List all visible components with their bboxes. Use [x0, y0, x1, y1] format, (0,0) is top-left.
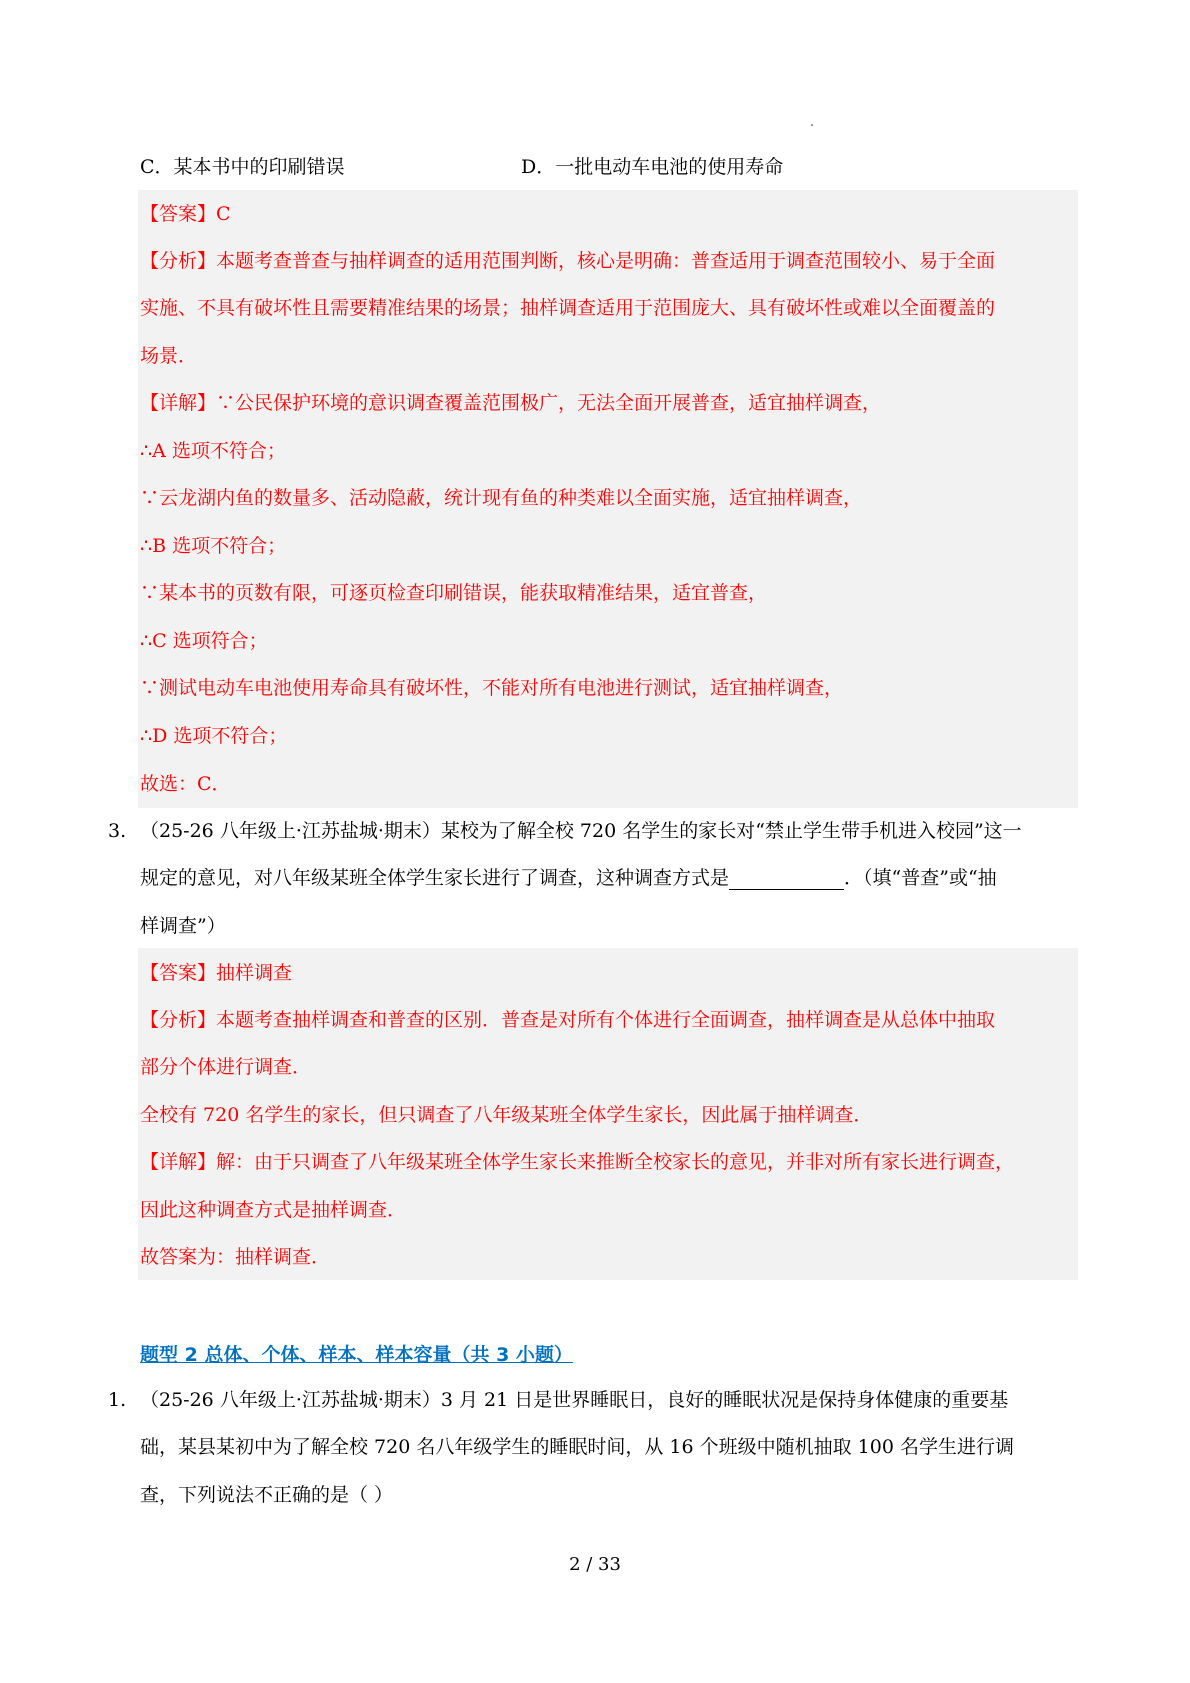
detail-line: ∴D 选项不符合；: [140, 725, 288, 747]
detail-line: 因此这种调查方式是抽样调查．: [140, 1199, 407, 1221]
question-text: 样调查”）: [140, 915, 226, 937]
answer-blank: [729, 871, 844, 890]
detail-line: ∵测试电动车电池使用寿命具有破坏性，不能对所有电池进行测试，适宜抽样调查，: [140, 677, 844, 699]
analysis-line: 场景．: [140, 345, 198, 367]
option-c: C．某本书中的印刷错误: [140, 156, 345, 178]
conclusion-line: 故选：C．: [140, 773, 231, 795]
detail-line: 【详解】解：由于只调查了八年级某班全体学生家长来推断全校家长的意见，并非对所有家长进行调查，: [140, 1151, 1015, 1173]
detail-line: ∵云龙湖内鱼的数量多、活动隐蔽，统计现有鱼的种类难以全面实施，适宜抽样调查，: [140, 487, 863, 509]
question-number: 3.: [108, 820, 127, 842]
question-number: 1.: [108, 1389, 127, 1411]
question-text-part: 规定的意见，对八年级某班全体学生家长进行了调查，这种调查方式是: [140, 867, 730, 889]
detail-line: ∴A 选项不符合；: [140, 440, 286, 462]
detail-line: ∴B 选项不符合；: [140, 535, 287, 557]
question-text: （25-26 八年级上·江苏盐城·期末）某校为了解全校 720 名学生的家长对“禁止学生带手机进入校园”这一: [140, 820, 1022, 842]
question-text: （25-26 八年级上·江苏盐城·期末）3 月 21 日是世界睡眠日，良好的睡眠状况是保持身体健康的重要基: [140, 1389, 1009, 1411]
conclusion-line: 故答案为：抽样调查．: [140, 1246, 331, 1268]
question-text-part: ．（填“普查”或“抽: [844, 867, 997, 889]
analysis-line: 【分析】本题考查普查与抽样调查的适用范围判断，核心是明确：普查适用于调查范围较小、易于全面: [140, 250, 996, 272]
question-text: 础，某县某初中为了解全校 720 名八年级学生的睡眠时间，从 16 个班级中随机抽取 100 名学生进行调: [140, 1436, 1014, 1458]
analysis-line: 全校有 720 名学生的家长，但只调查了八年级某班全体学生家长，因此属于抽样调查．: [140, 1104, 873, 1126]
page-number: 2 / 33: [569, 1554, 621, 1575]
option-d: D．一批电动车电池的使用寿命: [521, 156, 784, 178]
analysis-line: 【分析】本题考查抽样调查和普查的区别．普查是对所有个体进行全面调查，抽样调查是从总体中抽取: [140, 1009, 996, 1031]
analysis-line: 部分个体进行调查．: [140, 1056, 312, 1078]
answer-line: 【答案】C: [140, 203, 231, 225]
detail-line: ∴C 选项符合；: [140, 630, 268, 652]
question-text: [140, 866, 997, 890]
detail-line: 【详解】∵公民保护环境的意识调查覆盖范围极广，无法全面开展普查，适宜抽样调查，: [140, 392, 882, 414]
section-heading[interactable]: 题型 2 总体、个体、样本、样本容量（共 3 小题）: [140, 1344, 573, 1366]
detail-line: ∵某本书的页数有限，可逐页检查印刷错误，能获取精准结果，适宜普查，: [140, 582, 768, 604]
answer-line: 【答案】抽样调查: [140, 962, 293, 984]
question-text: 查，下列说法不正确的是（ ）: [140, 1484, 394, 1506]
analysis-line: 实施、不具有破坏性且需要精准结果的场景；抽样调查适用于范围庞大、具有破坏性或难以全面覆盖的: [140, 297, 996, 319]
speck: [811, 124, 813, 126]
